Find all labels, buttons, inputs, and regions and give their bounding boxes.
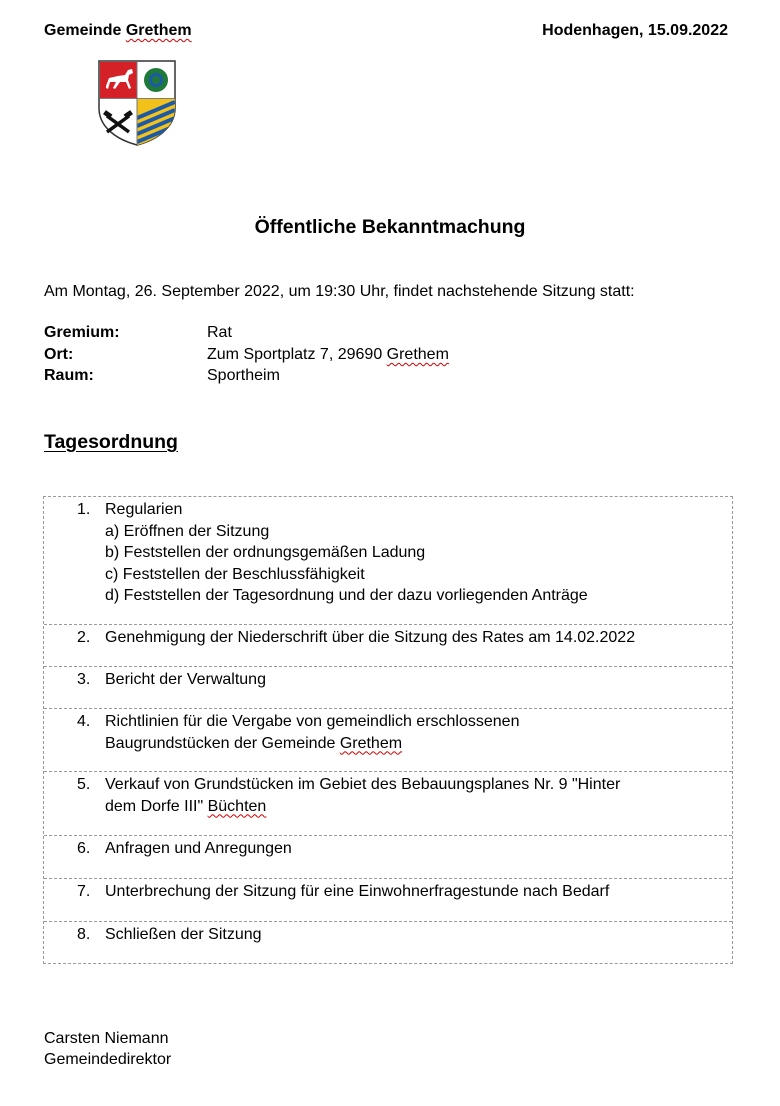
- agenda-text: Anfragen und Anregungen: [105, 840, 292, 857]
- agenda-subitem: a) Eröffnen der Sitzung: [105, 522, 270, 540]
- signature-name: Carsten Niemann: [44, 1030, 169, 1047]
- municipality-name: Grethem: [125, 22, 192, 39]
- agenda-number: 6.: [77, 840, 91, 857]
- agenda-heading: Tagesordnung: [44, 431, 178, 453]
- agenda-number: 7.: [77, 883, 91, 900]
- agenda-number: 8.: [77, 926, 91, 943]
- agenda-item-4: [44, 709, 732, 772]
- agenda-item-title: Regularien: [105, 501, 183, 518]
- intro-text: Am Montag, 26. September 2022, um 19:30 Uhr, findet nachstehende Sitzung statt:: [44, 283, 635, 300]
- agenda-text-place: Grethem: [339, 734, 403, 752]
- agenda-text: [105, 499, 588, 607]
- agenda-item-7: [44, 879, 732, 922]
- agenda-text: Genehmigung der Niederschrift über die Sitzung des Rates am 14.02.2022: [105, 629, 636, 646]
- agenda-item-8: [44, 922, 732, 963]
- page-title: Öffentliche Bekanntmachung: [254, 216, 526, 238]
- agenda-text-line: Richtlinien für die Vergabe von gemeindlich erschlossenen: [105, 713, 520, 730]
- ort-address: Zum Sportplatz 7, 29690: [207, 346, 387, 363]
- agenda-text-line: [105, 733, 519, 755]
- ort-place: Grethem: [386, 346, 449, 363]
- agenda-text-place: Büchten: [207, 797, 267, 815]
- agenda-text-line: Verkauf von Grundstücken im Gebiet des Bebauungsplanes Nr. 9 "Hinter: [105, 776, 621, 793]
- agenda-text-prefix: Baugrundstücken der Gemeinde: [105, 734, 340, 752]
- agenda-subitem: d) Feststellen der Tagesordnung und der dazu vorliegenden Anträge: [105, 587, 588, 604]
- agenda-text-line: [105, 796, 620, 818]
- agenda-text: [105, 774, 620, 817]
- agenda-table: [43, 496, 733, 964]
- coat-of-arms-emblem: [98, 60, 176, 146]
- agenda-number: 5.: [77, 776, 91, 793]
- agenda-subitem: b) Feststellen der ordnungsgemäßen Ladung: [105, 544, 426, 561]
- agenda-item-2: [44, 625, 732, 667]
- detail-label-raum: Raum:: [44, 367, 94, 384]
- agenda-subitem: c) Feststellen der Beschlussfähigkeit: [105, 565, 365, 583]
- detail-value-gremium: Rat: [207, 324, 232, 341]
- signature-role: Gemeindedirektor: [44, 1051, 172, 1068]
- agenda-text-prefix: dem Dorfe III": [105, 797, 208, 815]
- detail-value-ort: [207, 346, 449, 364]
- agenda-number: 2.: [77, 629, 91, 646]
- detail-value-raum: Sportheim: [207, 367, 280, 384]
- agenda-item-5: [44, 772, 732, 836]
- agenda-item-1: [44, 497, 732, 625]
- municipality-prefix: Gemeinde: [44, 22, 126, 39]
- agenda-text: Bericht der Verwaltung: [105, 671, 266, 688]
- municipality-header: [44, 22, 192, 40]
- agenda-text: Schließen der Sitzung: [105, 926, 262, 943]
- agenda-number: 4.: [77, 713, 91, 730]
- agenda-text: Unterbrechung der Sitzung für eine Einwohnerfragestunde nach Bedarf: [105, 883, 610, 900]
- agenda-text: [105, 711, 519, 754]
- detail-label-gremium: Gremium:: [44, 324, 120, 341]
- agenda-number: 1.: [77, 501, 91, 518]
- agenda-item-6: [44, 836, 732, 879]
- place-date: Hodenhagen, 15.09.2022: [542, 22, 728, 39]
- agenda-item-3: [44, 667, 732, 709]
- detail-label-ort: Ort:: [44, 346, 74, 363]
- agenda-number: 3.: [77, 671, 91, 688]
